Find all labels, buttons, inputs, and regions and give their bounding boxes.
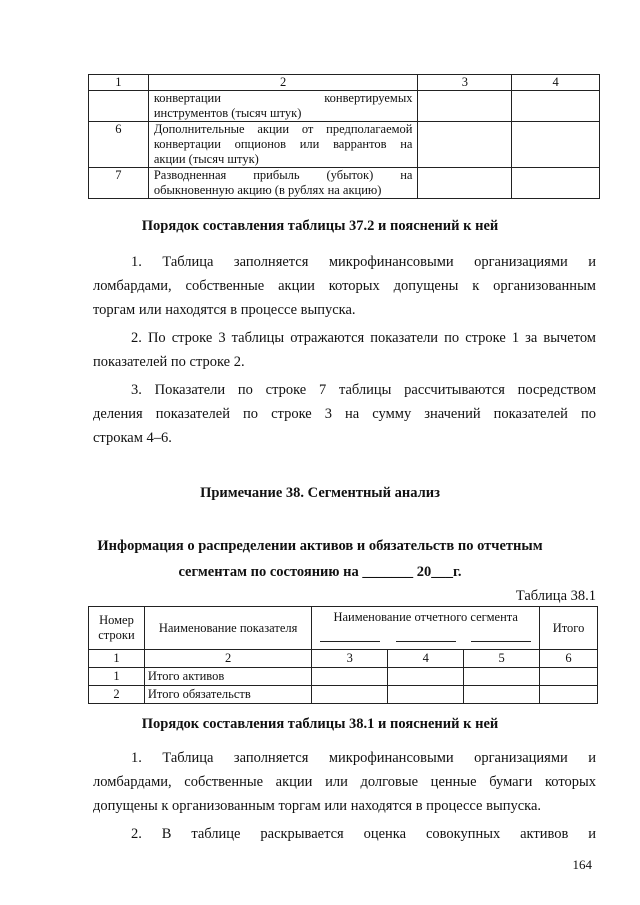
column-number-row (89, 650, 598, 668)
row-number: 1 (89, 668, 145, 686)
row-description (148, 122, 418, 168)
paragraph (93, 746, 596, 818)
row-description (148, 91, 418, 122)
column-number: 3 (312, 650, 388, 668)
desc-line: инструментов (тысяч штук) (153, 106, 302, 120)
desc-word: конвертируемых (324, 91, 413, 105)
header-row-number: Номер строки (89, 607, 145, 650)
paragraph (93, 326, 596, 374)
row-description (148, 168, 418, 199)
text-line: деления показателей по строке 3 на сумму значений показателей по (93, 406, 596, 422)
table-header-row (89, 607, 598, 628)
header-cell: 1 (89, 75, 149, 91)
row-number (89, 91, 149, 122)
column-number: 5 (464, 650, 540, 668)
desc-line: акции (тысяч штук) (153, 152, 259, 166)
paragraph (93, 822, 596, 846)
header-cell: 4 (512, 75, 600, 91)
row-name: Итого обязательств (144, 686, 311, 704)
desc-line: Разводненная прибыль (убыток) на (153, 168, 413, 182)
desc-line: конвертации опционов или варрантов на (153, 137, 413, 151)
row-name: Итого активов (144, 668, 311, 686)
text-line: 2. В таблице раскрывается оценка совокупных активов и (131, 826, 596, 842)
table-row (89, 91, 600, 122)
text-line: ломбардами, собственные акции или долговые ценные бумаги которых (93, 774, 596, 790)
column-number: 4 (388, 650, 464, 668)
text-line: 3. Показатели по строке 7 таблицы рассчитываются посредством (131, 382, 596, 398)
column-number: 2 (144, 650, 311, 668)
section-heading: Порядок составления таблицы 38.1 и пояснений к ней (141, 716, 499, 732)
header-cell: 2 (148, 75, 418, 91)
desc-line: обыкновенную акцию (в рублях на акцию) (153, 183, 382, 197)
text-line: показателей по строке 2. (93, 354, 245, 370)
header-total: Итого (540, 607, 598, 650)
table-row (89, 168, 600, 199)
header-cell: 3 (418, 75, 512, 91)
row-number: 6 (89, 122, 149, 168)
text-line: торгам или находятся в процессе выпуска. (93, 302, 356, 318)
table-38-1 (88, 606, 598, 704)
table-row (89, 122, 600, 168)
table-row (89, 686, 598, 704)
paragraph (93, 250, 596, 322)
page-number: 164 (572, 857, 592, 872)
column-number: 1 (89, 650, 145, 668)
column-number: 6 (540, 650, 598, 668)
paragraph (93, 378, 596, 450)
header-indicator: Наименование показателя (144, 607, 311, 650)
section-heading: Порядок составления таблицы 37.2 и пояснений к ней (141, 218, 499, 234)
text-line: ломбардами, собственные акции которых допущены к организованным (93, 278, 596, 294)
desc-word: конвертации (153, 91, 221, 105)
table-header-row (89, 75, 600, 91)
text-line: допущены к организованным торгам или находятся в процессе выпуска. (93, 798, 542, 814)
desc-line: Дополнительные акции от предполагаемой (153, 122, 413, 136)
row-number: 7 (89, 168, 149, 199)
text-line: строкам 4–6. (93, 430, 172, 446)
segment-blank (388, 627, 464, 650)
row-number: 2 (89, 686, 145, 704)
text-line: 1. Таблица заполняется микрофинансовыми организациями и (131, 254, 596, 270)
table-caption: Таблица 38.1 (515, 588, 596, 604)
text-line: 1. Таблица заполняется микрофинансовыми организациями и (131, 750, 596, 766)
table-title-line: Информация о распределении активов и обязательств по отчетным (97, 538, 543, 554)
text-line: 2. По строке 3 таблицы отражаются показатели по строке 1 за вычетом (131, 330, 596, 346)
segment-blank (464, 627, 540, 650)
header-segment: Наименование отчетного сегмента (312, 607, 540, 628)
table-37-2-fragment (88, 74, 600, 199)
segment-blank (312, 627, 388, 650)
note-heading: Примечание 38. Сегментный анализ (200, 485, 440, 501)
table-row (89, 668, 598, 686)
table-title-line: сегментам по состоянию на _______ 20___г. (178, 564, 462, 580)
